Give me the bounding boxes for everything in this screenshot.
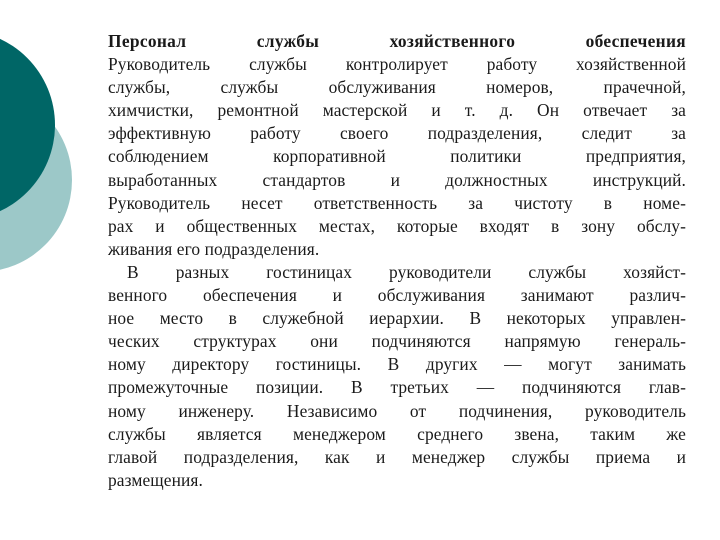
paragraph-line: службы, службы обслуживания номеров, прачечной, bbox=[108, 77, 686, 98]
paragraph-line: венного обеспечения и обслуживания занимают различ- bbox=[108, 285, 686, 306]
paragraph-line: главой подразделения, как и менеджер службы приема и bbox=[108, 446, 686, 467]
paragraph-line: Руководитель несет ответственность за чистоту в номе- bbox=[108, 192, 686, 213]
decorative-circles bbox=[0, 0, 100, 300]
paragraph-line: промежуточные позиции. В третьих — подчиняются глав- bbox=[108, 377, 686, 398]
paragraph-line: Руководитель службы контролирует работу хозяйственной bbox=[108, 54, 686, 75]
document-heading: Персонал службы хозяйственного обеспечения bbox=[108, 31, 686, 51]
paragraph-line: службы является менеджером среднего звена, таким же bbox=[108, 423, 686, 444]
document-page bbox=[108, 30, 686, 492]
paragraph-line: химчистки, ремонтной мастерской и т. д. Он отвечает за bbox=[108, 100, 686, 121]
paragraph-line: ное место в служебной иерархии. В некоторых управлен- bbox=[108, 308, 686, 329]
paragraph-line: эффективную работу своего подразделения, следит за bbox=[108, 123, 686, 144]
paragraph-line: ному директору гостиницы. В других — могут занимать bbox=[108, 354, 686, 375]
paragraph-line: ческих структурах они подчиняются напрямую генераль- bbox=[108, 331, 686, 352]
paragraph-line: соблюдением корпоративной политики предприятия, bbox=[108, 146, 686, 167]
paragraph-line: размещения. bbox=[108, 469, 203, 490]
paragraph-line: ному инженеру. Независимо от подчинения, руководитель bbox=[108, 400, 686, 421]
paragraph-line: выработанных стандартов и должностных инструкций. bbox=[108, 169, 686, 190]
paragraph-2 bbox=[108, 261, 686, 492]
paragraph-line: В разных гостиницах руководители службы хозяйст- bbox=[127, 261, 686, 282]
paragraph-1 bbox=[108, 53, 686, 261]
paragraph-line: живания его подразделения. bbox=[108, 238, 320, 259]
paragraph-line: рах и общественных местах, которые входят в зону обслу- bbox=[108, 215, 686, 236]
